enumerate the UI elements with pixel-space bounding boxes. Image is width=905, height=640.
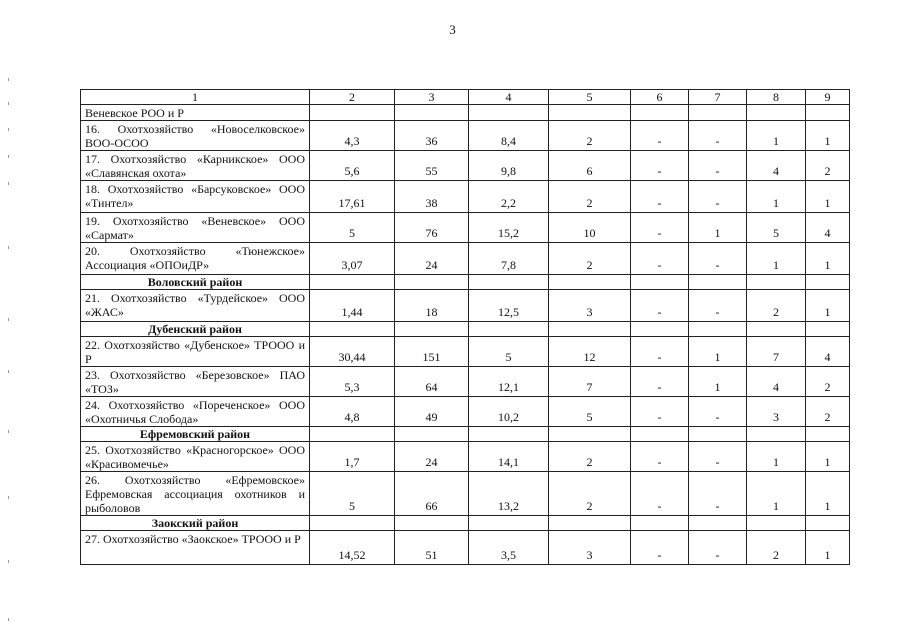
value-cell: 1: [747, 472, 806, 516]
header-row: [81, 90, 850, 105]
value-cell: 3: [747, 397, 806, 427]
value-cell: -: [689, 181, 747, 213]
value-cell: 1: [806, 290, 850, 322]
value-cell: 14,1: [469, 442, 549, 472]
empty-cell: [310, 516, 395, 531]
value-cell: 4: [747, 367, 806, 397]
value-cell: -: [689, 472, 747, 516]
value-cell: [395, 105, 469, 121]
value-cell: 1,44: [310, 290, 395, 322]
value-cell: 49: [395, 397, 469, 427]
district-row: [81, 427, 850, 442]
value-cell: -: [689, 290, 747, 322]
hunting-ground-name: 16. Охотхозяйство «Новоселковское» ВОО-ОСОО: [81, 121, 310, 151]
value-cell: 38: [395, 181, 469, 213]
value-cell: 1: [747, 121, 806, 151]
value-cell: 1: [747, 181, 806, 213]
value-cell: -: [631, 367, 689, 397]
empty-cell: [310, 275, 395, 290]
hunting-ground-name: 18. Охотхозяйство «Барсуковское» ООО «Тинтел»: [81, 181, 310, 213]
empty-cell: [689, 427, 747, 442]
value-cell: 15,2: [469, 213, 549, 243]
empty-cell: [747, 516, 806, 531]
value-cell: 3: [549, 531, 631, 565]
district-name: Воловский район: [81, 275, 310, 290]
column-header: 6: [631, 90, 689, 105]
empty-cell: [806, 516, 850, 531]
value-cell: 1: [689, 367, 747, 397]
table-row: [81, 105, 850, 121]
hunting-grounds-table: [80, 89, 850, 565]
value-cell: 30,44: [310, 337, 395, 367]
column-header: 3: [395, 90, 469, 105]
empty-cell: [747, 275, 806, 290]
value-cell: 7: [747, 337, 806, 367]
empty-cell: [469, 427, 549, 442]
value-cell: [549, 105, 631, 121]
value-cell: [806, 105, 850, 121]
empty-cell: [689, 275, 747, 290]
empty-cell: [310, 322, 395, 337]
value-cell: 76: [395, 213, 469, 243]
empty-cell: [806, 427, 850, 442]
table-row: [81, 367, 850, 397]
value-cell: 3,07: [310, 243, 395, 275]
value-cell: 14,52: [310, 531, 395, 565]
value-cell: 1: [747, 442, 806, 472]
hunting-ground-name: 22. Охотхозяйство «Дубенское» ТРОOO и Р: [81, 337, 310, 367]
page-number: 3: [449, 22, 456, 37]
value-cell: -: [689, 121, 747, 151]
value-cell: -: [689, 531, 747, 565]
value-cell: -: [631, 181, 689, 213]
value-cell: 24: [395, 442, 469, 472]
value-cell: [469, 105, 549, 121]
empty-cell: [310, 427, 395, 442]
empty-cell: [631, 427, 689, 442]
hunting-ground-name: 21. Охотхозяйство «Турдейское» ООО «ЖАС»: [81, 290, 310, 322]
value-cell: 4,8: [310, 397, 395, 427]
value-cell: 4: [806, 337, 850, 367]
value-cell: 2: [549, 243, 631, 275]
value-cell: 4,3: [310, 121, 395, 151]
value-cell: 7: [549, 367, 631, 397]
district-name: Заокский район: [81, 516, 310, 531]
value-cell: 5,6: [310, 151, 395, 181]
value-cell: 1,7: [310, 442, 395, 472]
value-cell: 5,3: [310, 367, 395, 397]
value-cell: 1: [806, 121, 850, 151]
hunting-ground-name: 27. Охотхозяйство «Заокское» ТРОOO и Р: [81, 531, 310, 565]
value-cell: -: [631, 531, 689, 565]
value-cell: 4: [747, 151, 806, 181]
table-row: [81, 290, 850, 322]
empty-cell: [395, 516, 469, 531]
value-cell: 2: [549, 442, 631, 472]
value-cell: -: [631, 213, 689, 243]
hunting-ground-name: 20. Охотхозяйство «Тюнежское» Ассоциация «ОПОиДР»: [81, 243, 310, 275]
empty-cell: [469, 275, 549, 290]
hunting-ground-name: 23. Охотхозяйство «Березовское» ПАО «ТОЗ»: [81, 367, 310, 397]
table-row: [81, 151, 850, 181]
column-header: 9: [806, 90, 850, 105]
value-cell: -: [631, 442, 689, 472]
value-cell: 2: [549, 181, 631, 213]
value-cell: 5: [469, 337, 549, 367]
value-cell: 1: [806, 531, 850, 565]
value-cell: 1: [806, 181, 850, 213]
value-cell: -: [631, 397, 689, 427]
empty-cell: [549, 275, 631, 290]
table-row: [81, 121, 850, 151]
hunting-ground-name: Веневское РОО и Р: [81, 105, 310, 121]
table-row: [81, 472, 850, 516]
hunting-ground-name: 26. Охотхозяйство «Ефремовское» Ефремовская ассоциация охотников и рыболовов: [81, 472, 310, 516]
district-name: Ефремовский район: [81, 427, 310, 442]
district-row: [81, 516, 850, 531]
value-cell: -: [631, 243, 689, 275]
table-row: [81, 213, 850, 243]
value-cell: 12,5: [469, 290, 549, 322]
value-cell: -: [689, 151, 747, 181]
value-cell: 3,5: [469, 531, 549, 565]
empty-cell: [747, 427, 806, 442]
empty-cell: [549, 516, 631, 531]
table-row: [81, 442, 850, 472]
value-cell: 13,2: [469, 472, 549, 516]
value-cell: -: [631, 121, 689, 151]
table-row: [81, 243, 850, 275]
empty-cell: [806, 275, 850, 290]
district-name: Дубенский район: [81, 322, 310, 337]
value-cell: 8,4: [469, 121, 549, 151]
value-cell: 2,2: [469, 181, 549, 213]
value-cell: 10: [549, 213, 631, 243]
value-cell: 2: [747, 531, 806, 565]
empty-cell: [395, 275, 469, 290]
empty-cell: [395, 427, 469, 442]
empty-cell: [395, 322, 469, 337]
table-row: [81, 337, 850, 367]
district-row: [81, 275, 850, 290]
value-cell: 24: [395, 243, 469, 275]
value-cell: 3: [549, 290, 631, 322]
value-cell: [747, 105, 806, 121]
empty-cell: [631, 275, 689, 290]
value-cell: 12,1: [469, 367, 549, 397]
empty-cell: [631, 322, 689, 337]
value-cell: 17,61: [310, 181, 395, 213]
hunting-ground-name: 17. Охотхозяйство «Карникское» ООО «Славянская охота»: [81, 151, 310, 181]
table-row: [81, 397, 850, 427]
value-cell: 2: [806, 397, 850, 427]
empty-cell: [689, 516, 747, 531]
value-cell: -: [689, 442, 747, 472]
value-cell: 6: [549, 151, 631, 181]
table-row: [81, 181, 850, 213]
value-cell: -: [689, 243, 747, 275]
value-cell: 7,8: [469, 243, 549, 275]
column-header: 5: [549, 90, 631, 105]
value-cell: 2: [806, 367, 850, 397]
value-cell: 2: [549, 472, 631, 516]
hunting-ground-name: 19. Охотхозяйство «Веневское» ООО «Сармат»: [81, 213, 310, 243]
empty-cell: [689, 322, 747, 337]
value-cell: -: [631, 151, 689, 181]
value-cell: 5: [310, 213, 395, 243]
value-cell: 1: [806, 472, 850, 516]
value-cell: 151: [395, 337, 469, 367]
value-cell: 12: [549, 337, 631, 367]
value-cell: 51: [395, 531, 469, 565]
value-cell: 64: [395, 367, 469, 397]
value-cell: 1: [806, 243, 850, 275]
value-cell: 1: [806, 442, 850, 472]
hunting-ground-name: 25. Охотхозяйство «Красногорское» ООО «Красивомечье»: [81, 442, 310, 472]
value-cell: -: [631, 290, 689, 322]
value-cell: 1: [689, 213, 747, 243]
empty-cell: [469, 516, 549, 531]
value-cell: 1: [689, 337, 747, 367]
empty-cell: [549, 427, 631, 442]
value-cell: [631, 105, 689, 121]
value-cell: 9,8: [469, 151, 549, 181]
district-row: [81, 322, 850, 337]
value-cell: [689, 105, 747, 121]
value-cell: 66: [395, 472, 469, 516]
column-header: 4: [469, 90, 549, 105]
value-cell: 36: [395, 121, 469, 151]
value-cell: -: [689, 397, 747, 427]
empty-cell: [631, 516, 689, 531]
column-header: 7: [689, 90, 747, 105]
table-row: [81, 531, 850, 565]
value-cell: -: [631, 472, 689, 516]
value-cell: [310, 105, 395, 121]
empty-cell: [806, 322, 850, 337]
value-cell: 5: [549, 397, 631, 427]
empty-cell: [747, 322, 806, 337]
value-cell: 2: [549, 121, 631, 151]
empty-cell: [549, 322, 631, 337]
column-header: 2: [310, 90, 395, 105]
hunting-ground-name: 24. Охотхозяйство «Пореченское» ООО «Охотничья Слобода»: [81, 397, 310, 427]
value-cell: 10,2: [469, 397, 549, 427]
value-cell: 55: [395, 151, 469, 181]
value-cell: -: [631, 337, 689, 367]
value-cell: 1: [747, 243, 806, 275]
column-header: 1: [81, 90, 310, 105]
column-header: 8: [747, 90, 806, 105]
value-cell: 2: [806, 151, 850, 181]
value-cell: 18: [395, 290, 469, 322]
value-cell: 5: [747, 213, 806, 243]
value-cell: 4: [806, 213, 850, 243]
empty-cell: [469, 322, 549, 337]
value-cell: 5: [310, 472, 395, 516]
value-cell: 2: [747, 290, 806, 322]
